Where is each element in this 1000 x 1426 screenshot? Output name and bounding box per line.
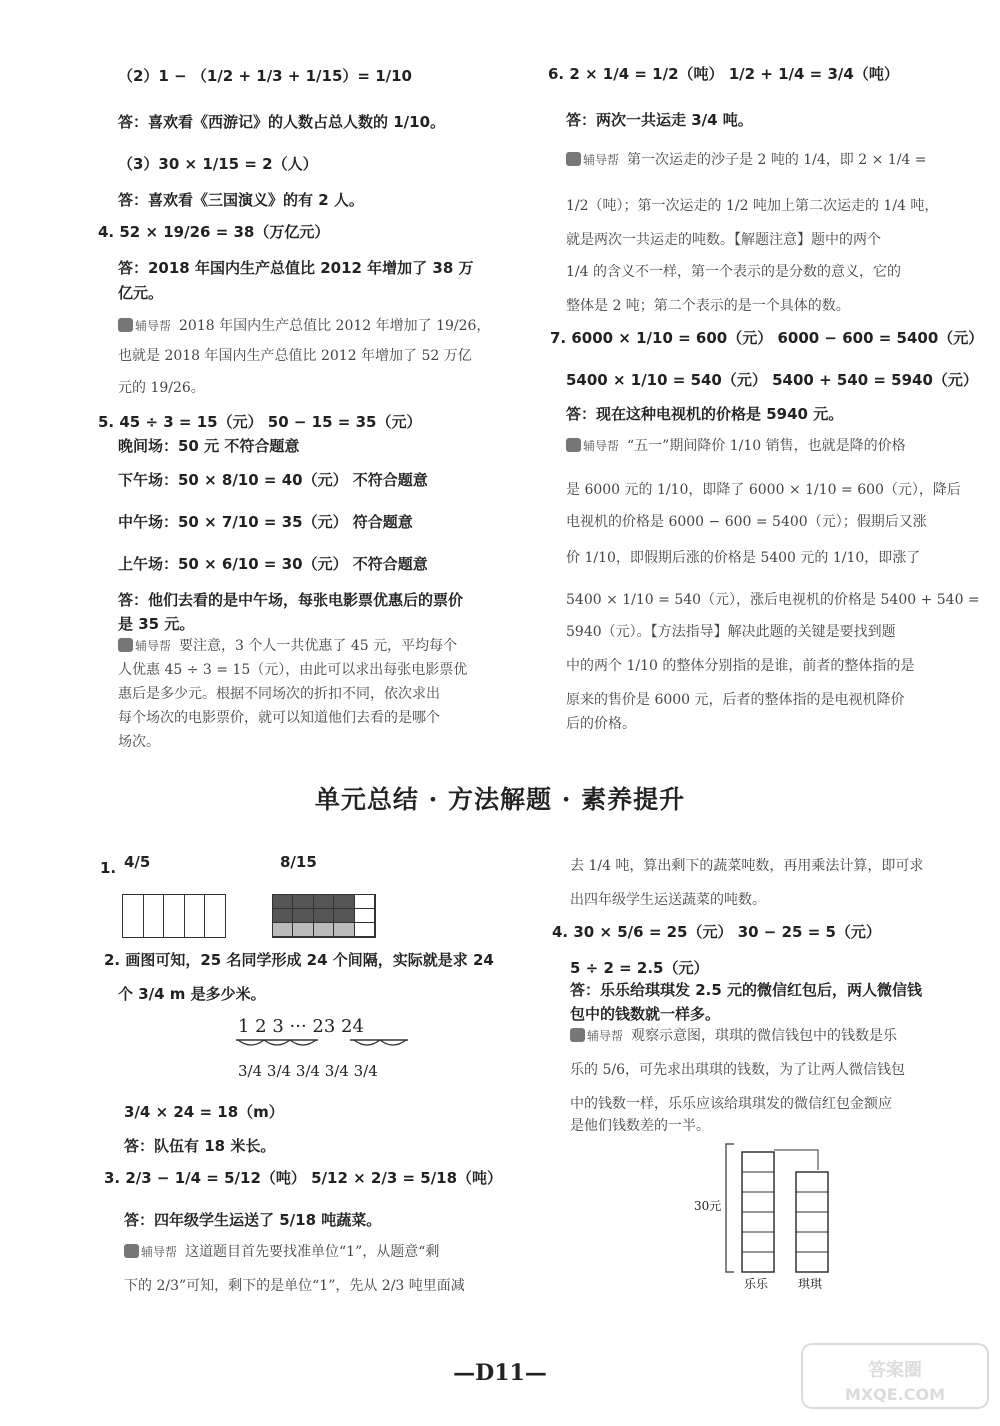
qiqi-bar bbox=[796, 1172, 828, 1272]
q1-frac-a: 4/5 bbox=[124, 853, 151, 871]
helper-icon bbox=[570, 1028, 585, 1042]
q6-tip-1: 辅导帮 第一次运走的沙子是 2 吨的 1/4，即 2 × 1/4 = bbox=[566, 150, 927, 170]
q4b-calc: 4. 30 × 5/6 = 25（元） 30 − 25 = 5（元） bbox=[552, 923, 881, 941]
tip-badge: 辅导帮 bbox=[124, 1242, 181, 1262]
q1-frac-b: 8/15 bbox=[280, 853, 317, 871]
q5-tip-4: 每个场次的电影票价，就可以知道他们去看的是哪个 bbox=[118, 710, 440, 726]
q6-calc: 6. 2 × 1/4 = 1/2（吨） 1/2 + 1/4 = 3/4（吨） bbox=[548, 65, 899, 83]
helper-icon bbox=[118, 318, 133, 332]
q7-tip-6: 5940（元）。【方法指导】解决此题的关键是要找到题 bbox=[566, 624, 896, 640]
tip-badge: 辅导帮 bbox=[118, 316, 175, 336]
interval-fractions: 3/4 3/4 3/4 3/4 3/4 bbox=[238, 1062, 378, 1080]
q7-tip-7: 中的两个 1/10 的整体分别指的是谁，前者的整体指的是 bbox=[566, 658, 915, 674]
q2b-text-2: 个 3/4 m 是多少米。 bbox=[118, 985, 266, 1003]
q2-calc: （2）1 − （1/2 + 1/3 + 1/15）= 1/10 bbox=[118, 67, 412, 85]
q6-tip-2: 1/2（吨）；第一次运走的 1/2 吨加上第二次运走的 1/4 吨， bbox=[566, 198, 939, 214]
q5-afternoon: 下午场：50 × 8/10 = 40（元） 不符合题意 bbox=[118, 471, 428, 489]
q3b-answer: 答：四年级学生运送了 5/18 吨蔬菜。 bbox=[124, 1211, 382, 1229]
qiqi-label: 琪琪 bbox=[798, 1277, 823, 1290]
helper-icon bbox=[118, 638, 133, 652]
tip-badge: 辅导帮 bbox=[566, 150, 623, 170]
q5-answer-2: 是 35 元。 bbox=[118, 615, 195, 633]
q4-answer-2: 亿元。 bbox=[118, 284, 164, 302]
site-watermark-logo bbox=[800, 1336, 990, 1416]
lele-label: 乐乐 bbox=[744, 1277, 769, 1290]
q4-calc: 4. 52 × 19/26 = 38（万亿元） bbox=[98, 223, 330, 241]
q4b-answer-2: 包中的钱数就一样多。 bbox=[570, 1005, 721, 1023]
q7-tip-2: 是 6000 元的 1/10，即降了 6000 × 1/10 = 600（元），降后 bbox=[566, 482, 961, 498]
q7-tip-8: 原来的售价是 6000 元，后者的整体指的是电视机降价 bbox=[566, 692, 905, 708]
q3b-tip-2: 下的 2/3”可知，剩下的是单位“1”，先从 2/3 吨里面减 bbox=[124, 1278, 465, 1294]
q5-tip-5: 场次。 bbox=[118, 734, 160, 750]
q3-calc: （3）30 × 1/15 = 2（人） bbox=[118, 155, 318, 173]
q6-tip-3: 就是两次一共运走的吨数。【解题注意】题中的两个 bbox=[566, 232, 881, 248]
q6-tip-5: 整体是 2 吨；第二个表示的是一个具体的数。 bbox=[566, 298, 850, 314]
svg-text:MXQE.COM: MXQE.COM bbox=[844, 1385, 946, 1404]
wallet-diagram bbox=[690, 1140, 850, 1290]
total-label: 30元 bbox=[694, 1199, 722, 1213]
q5-evening: 晚间场：50 元 不符合题意 bbox=[118, 437, 300, 455]
q4-tip-1: 辅导帮 2018 年国内生产总值比 2012 年增加了 19/26， bbox=[118, 316, 490, 336]
tip-badge: 辅导帮 bbox=[570, 1026, 627, 1046]
q5-noon: 中午场：50 × 7/10 = 35（元） 符合题意 bbox=[118, 513, 413, 531]
fraction-grid-8-15 bbox=[272, 894, 376, 938]
q7-tip-4: 价 1/10，即假期后涨的价格是 5400 元的 1/10，即涨了 bbox=[566, 550, 921, 566]
q3b-tip-1: 辅导帮 这道题目首先要找准单位“1”，从题意“剩 bbox=[124, 1242, 439, 1262]
helper-icon bbox=[566, 152, 581, 166]
q3b-cont-1: 去 1/4 吨，算出剩下的蔬菜吨数，再用乘法计算，即可求 bbox=[570, 858, 924, 874]
difference-bracket bbox=[774, 1150, 818, 1170]
q5-morning: 上午场：50 × 6/10 = 30（元） 不符合题意 bbox=[118, 555, 428, 573]
helper-icon bbox=[124, 1244, 139, 1258]
q5-tip-2: 人优惠 45 ÷ 3 = 15（元），由此可以求出每张电影票优 bbox=[118, 662, 468, 678]
q5-calc: 5. 45 ÷ 3 = 15（元） 50 − 15 = 35（元） bbox=[98, 413, 422, 431]
tip-badge: 辅导帮 bbox=[566, 436, 623, 456]
q3-answer: 答：喜欢看《三国演义》的有 2 人。 bbox=[118, 191, 364, 209]
q3b-cont-2: 出四年级学生运送蔬菜的吨数。 bbox=[570, 892, 766, 908]
q4b-tip-3: 中的钱数一样，乐乐应该给琪琪发的微信红包金额应 bbox=[570, 1096, 892, 1112]
q7-tip-9: 后的价格。 bbox=[566, 716, 636, 732]
q2b-answer: 答：队伍有 18 米长。 bbox=[124, 1137, 276, 1155]
fraction-bar-4-5 bbox=[122, 894, 226, 938]
q4-answer-1: 答：2018 年国内生产总值比 2012 年增加了 38 万 bbox=[118, 259, 474, 277]
q4-tip-2: 也就是 2018 年国内生产总值比 2012 年增加了 52 万亿 bbox=[118, 348, 472, 364]
q7-tip-5: 5400 × 1/10 = 540（元），涨后电视机的价格是 5400 + 540 = bbox=[566, 592, 980, 608]
q7-tip-1: 辅导帮 “五一”期间降价 1/10 销售，也就是降的价格 bbox=[566, 436, 906, 456]
section-title: 单元总结 · 方法解题 · 素养提升 bbox=[314, 785, 686, 814]
q5-tip-1: 辅导帮 要注意，3 个人一共优惠了 45 元，平均每个 bbox=[118, 636, 457, 656]
q2-answer: 答：喜欢看《西游记》的人数占总人数的 1/10。 bbox=[118, 113, 446, 131]
q2b-calc: 3/4 × 24 = 18（m） bbox=[124, 1103, 284, 1121]
helper-icon bbox=[566, 438, 581, 452]
q4-tip-3: 元的 19/26。 bbox=[118, 380, 205, 396]
q5-tip-3: 惠后是多少元。根据不同场次的折扣不同，依次求出 bbox=[118, 686, 440, 702]
page-number: —D11— bbox=[453, 1360, 547, 1386]
q4b-calc-2: 5 ÷ 2 = 2.5（元） bbox=[570, 959, 709, 977]
interval-diagram bbox=[230, 1010, 420, 1092]
tip-badge: 辅导帮 bbox=[118, 636, 175, 656]
q6-answer: 答：两次一共运走 3/4 吨。 bbox=[566, 111, 753, 129]
q5-answer-1: 答：他们去看的是中午场，每张电影票优惠后的票价 bbox=[118, 591, 464, 609]
interval-numbers: 1 2 3 ··· 23 24 bbox=[238, 1016, 364, 1037]
q2b-text-1: 2. 画图可知，25 名同学形成 24 个间隔，实际就是求 24 bbox=[104, 951, 494, 969]
q6-tip-4: 1/4 的含义不一样，第一个表示的是分数的意义，它的 bbox=[566, 264, 901, 280]
q7-tip-3: 电视机的价格是 6000 − 600 = 5400（元）；假期后又涨 bbox=[566, 514, 927, 530]
q4b-tip-2: 乐的 5/6，可先求出琪琪的钱数，为了让两人微信钱包 bbox=[570, 1062, 905, 1078]
q4b-tip-4: 是他们钱数差的一半。 bbox=[570, 1118, 710, 1134]
q3b-calc: 3. 2/3 − 1/4 = 5/12（吨） 5/12 × 2/3 = 5/18（吨） bbox=[104, 1169, 503, 1187]
q4b-answer-1: 答：乐乐给琪琪发 2.5 元的微信红包后，两人微信钱 bbox=[570, 981, 923, 999]
q7-answer: 答：现在这种电视机的价格是 5940 元。 bbox=[566, 405, 844, 423]
svg-text:答案圈: 答案圈 bbox=[868, 1360, 922, 1381]
q1-label: 1. bbox=[100, 859, 117, 877]
q4b-tip-1: 辅导帮 观察示意图，琪琪的微信钱包中的钱数是乐 bbox=[570, 1026, 897, 1046]
total-brace bbox=[726, 1144, 734, 1272]
q7-calc-1: 7. 6000 × 1/10 = 600（元） 6000 − 600 = 5400（元） bbox=[550, 329, 984, 347]
q7-calc-2: 5400 × 1/10 = 540（元） 5400 + 540 = 5940（元） bbox=[566, 371, 978, 389]
